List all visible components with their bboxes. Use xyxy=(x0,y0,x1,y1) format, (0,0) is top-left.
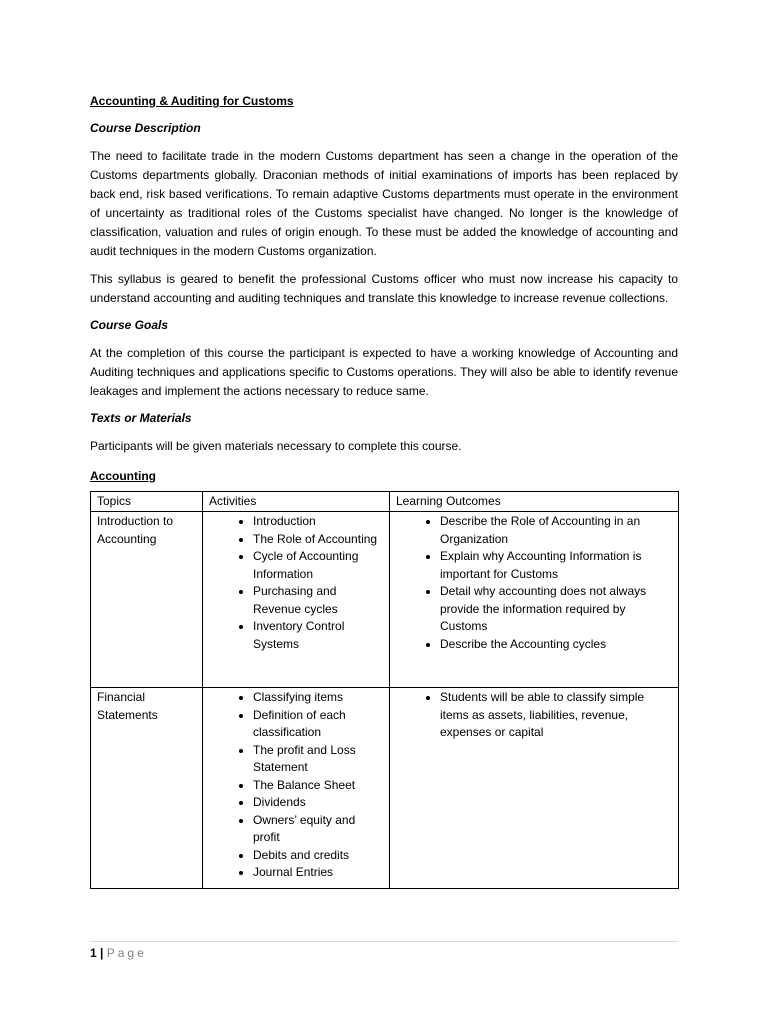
page-number: 1 xyxy=(90,946,97,960)
header-topics: Topics xyxy=(91,492,203,512)
table-header-row xyxy=(91,492,679,512)
table-row xyxy=(91,512,679,688)
page-footer xyxy=(90,941,678,960)
outcomes-cell xyxy=(390,688,679,889)
list-item: • Detail why accounting does not always provide the information required by Customs xyxy=(440,583,672,636)
topic-cell: Introduction to Accounting xyxy=(91,512,203,688)
outcomes-cell xyxy=(390,512,679,688)
list-item: • Definition of each classification xyxy=(253,707,383,742)
list-item: • Explain why Accounting Information is important for Customs xyxy=(440,548,672,583)
course-description-heading: Course Description xyxy=(90,121,201,135)
list-item: • Debits and credits xyxy=(253,847,383,865)
table-row xyxy=(91,688,679,889)
activities-cell xyxy=(203,512,390,688)
accounting-heading: Accounting xyxy=(90,469,156,483)
list-item: • Journal Entries xyxy=(253,864,383,882)
list-item: • The profit and Loss Statement xyxy=(253,742,383,777)
list-item: • The Balance Sheet xyxy=(253,777,383,795)
header-activities: Activities xyxy=(203,492,390,512)
footer-separator: | xyxy=(100,946,104,960)
list-item: • Describe the Accounting cycles xyxy=(440,636,672,654)
list-item: • Owners’ equity and profit xyxy=(253,812,383,847)
materials-paragraph: Participants will be given materials necessary to complete this course. xyxy=(90,439,462,453)
list-item: • Inventory Control Systems xyxy=(253,618,383,653)
course-goals-heading: Course Goals xyxy=(90,318,169,332)
list-item: • Purchasing and Revenue cycles xyxy=(253,583,383,618)
materials-heading: Texts or Materials xyxy=(90,411,192,425)
course-table xyxy=(90,491,679,889)
list-item: • Dividends xyxy=(253,794,383,812)
activities-cell xyxy=(203,688,390,889)
list-item: • Cycle of Accounting Information xyxy=(253,548,383,583)
list-item: • Classifying items xyxy=(253,689,383,707)
course-description-paragraph-2: This syllabus is geared to benefit the professional Customs officer who must now increase his capacity to understand accounting and auditing techniques and translate this knowledge to increase revenue collections. xyxy=(90,272,678,305)
header-learning-outcomes: Learning Outcomes xyxy=(390,492,679,512)
list-item: • Students will be able to classify simple items as assets, liabilities, revenue, expenses or capital xyxy=(440,689,672,742)
outcomes-list xyxy=(396,689,672,742)
list-item: • Describe the Role of Accounting in an Organization xyxy=(440,513,672,548)
course-goals-paragraph: At the completion of this course the participant is expected to have a working knowledge of Accounting and Auditing techniques and applications specific to Customs operations. They will also be able to identify revenue leakages and implement the actions necessary to reduce same. xyxy=(90,346,678,398)
list-item: • Introduction xyxy=(253,513,383,531)
document-body xyxy=(90,93,678,889)
activities-list xyxy=(209,513,383,653)
list-item: • The Role of Accounting xyxy=(253,531,383,549)
activities-list xyxy=(209,689,383,882)
document-title: Accounting & Auditing for Customs xyxy=(90,94,294,108)
outcomes-list xyxy=(396,513,672,653)
course-description-paragraph-1: The need to facilitate trade in the modern Customs department has seen a change in the operation of the Customs departments globally. Draconian methods of initial examinations of imports has been replaced by back end, risk based verifications. To remain adaptive Customs departments must operate in the environment of uncertainty as traditional roles of the Customs specialist have changed. No longer is the knowledge of classification, valuation and rules of origin enough. To these must be added the knowledge of accounting and audit techniques in the modern Customs organization. xyxy=(90,149,678,258)
topic-cell: Financial Statements xyxy=(91,688,203,889)
page-label: Page xyxy=(106,946,147,960)
